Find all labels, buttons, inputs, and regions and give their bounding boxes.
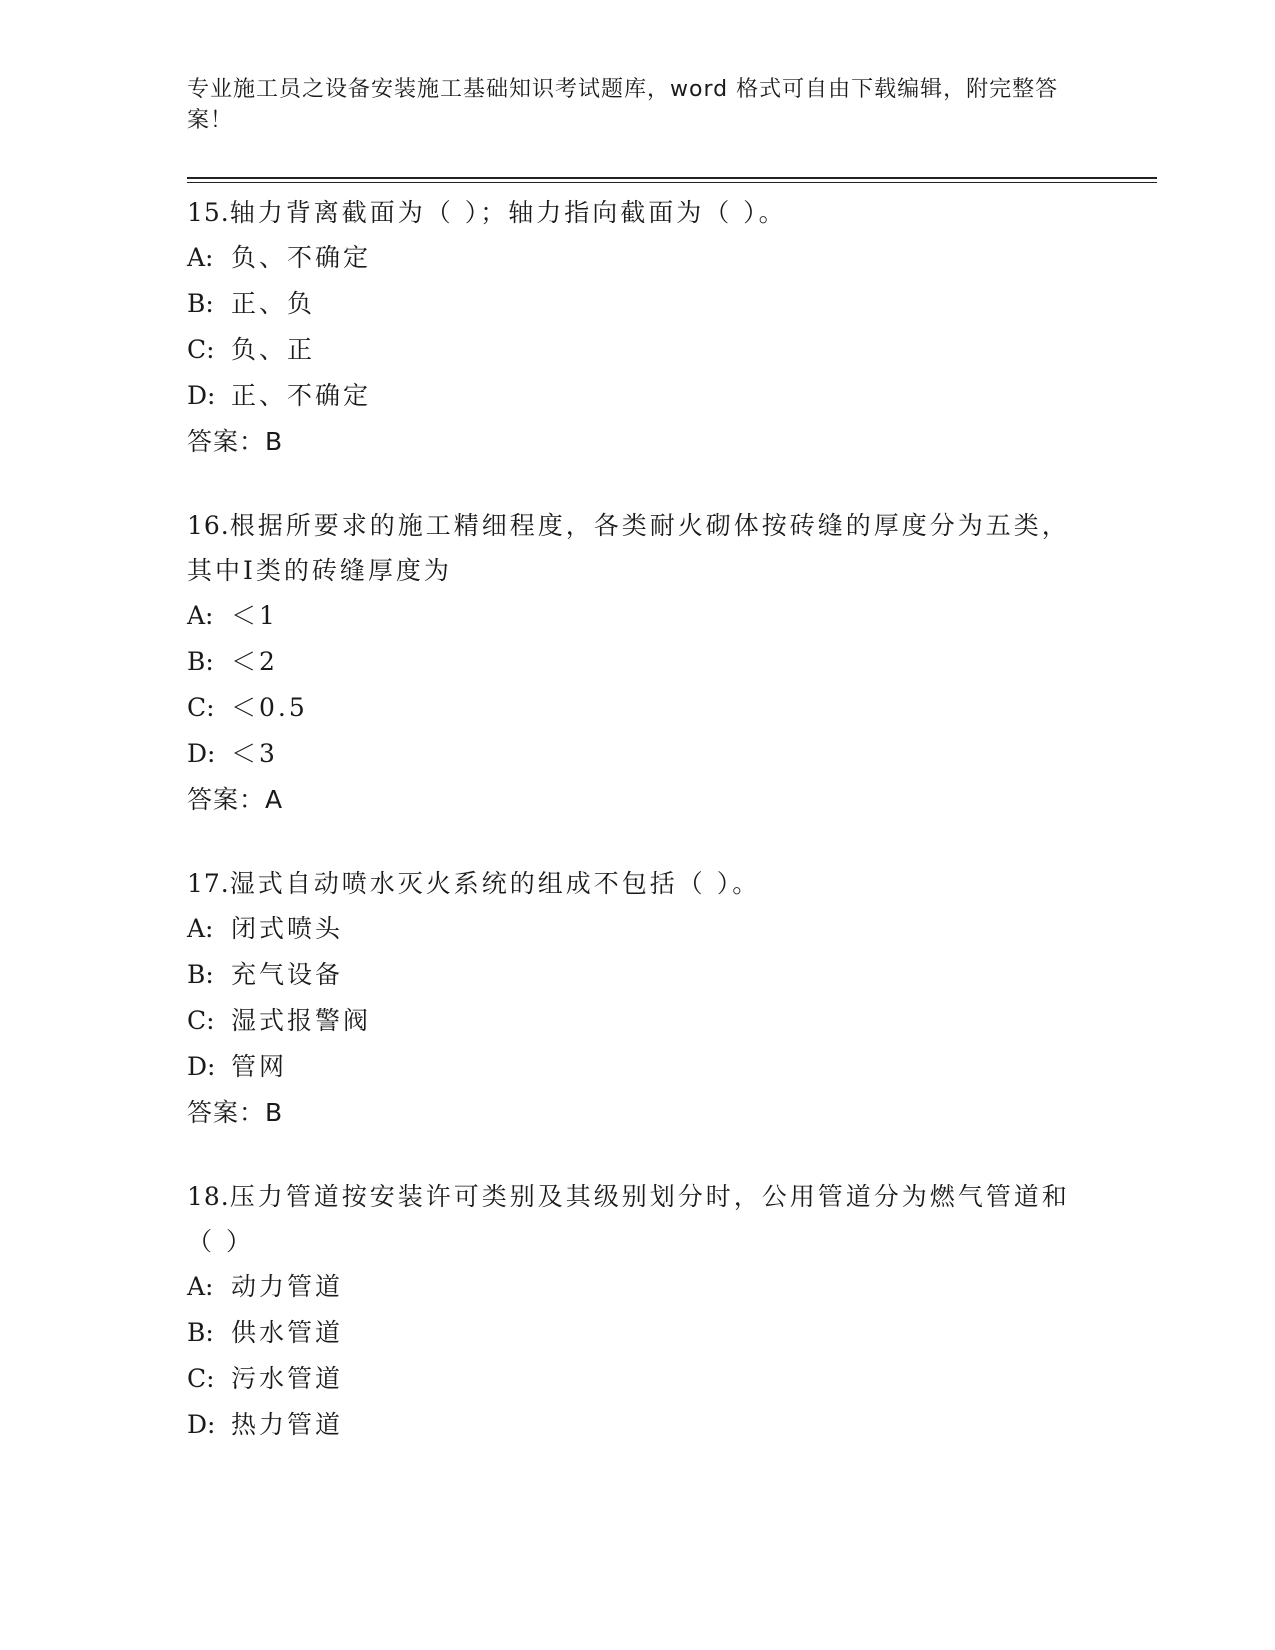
answer-value: B [265, 1098, 284, 1127]
option-letter: C: [187, 335, 215, 364]
option-letter: A: [187, 1272, 214, 1301]
option-letter: C: [187, 693, 215, 722]
question-stem [187, 1174, 1087, 1264]
option-letter: D: [187, 1410, 216, 1439]
question-number: 15. [187, 198, 230, 227]
option-d [187, 1044, 1087, 1090]
question-18 [187, 1174, 1087, 1448]
option-b [187, 639, 1087, 685]
option-text: 正、负 [231, 289, 316, 318]
answer-line [187, 1090, 1087, 1136]
question-text: 湿式自动喷水灭火系统的组成不包括（ ）。 [229, 869, 761, 898]
answer-value: A [265, 785, 284, 814]
option-a [187, 235, 1087, 281]
option-letter: C: [187, 1364, 215, 1393]
answer-label: 答案： [187, 785, 266, 814]
option-text: 动力管道 [231, 1272, 344, 1301]
answer-line [187, 777, 1087, 823]
answer-value: B [265, 427, 284, 456]
header-divider [187, 177, 1157, 183]
question-text: 根据所要求的施工精细程度，各类耐火砌体按砖缝的厚度分为五类，其中Ⅰ类的砖缝厚度为 [187, 511, 1070, 585]
option-letter: A: [187, 914, 214, 943]
option-letter: B: [187, 647, 214, 676]
option-d [187, 731, 1087, 777]
option-letter: A: [187, 243, 214, 272]
option-b [187, 1310, 1087, 1356]
question-stem [187, 503, 1087, 593]
question-list [187, 190, 1087, 1486]
document-header: 专业施工员之设备安装施工基础知识考试题库，word 格式可自由下载编辑，附完整答案！ [187, 77, 1059, 133]
option-d [187, 1402, 1087, 1448]
answer-label: 答案： [187, 427, 266, 456]
answer-line [187, 419, 1087, 465]
option-text: ＜1 [231, 601, 278, 630]
option-letter: B: [187, 289, 214, 318]
option-c [187, 998, 1087, 1044]
question-15 [187, 190, 1087, 465]
question-16 [187, 503, 1087, 823]
option-letter: B: [187, 1318, 214, 1347]
option-text: 供水管道 [231, 1318, 344, 1347]
question-stem [187, 190, 1087, 235]
option-c [187, 327, 1087, 373]
option-text: 正、不确定 [231, 381, 372, 410]
option-letter: D: [187, 381, 216, 410]
option-letter: B: [187, 960, 214, 989]
option-text: 管网 [231, 1052, 288, 1081]
option-text: ＜3 [231, 739, 278, 768]
question-17 [187, 861, 1087, 1136]
option-text: ＜0.5 [231, 693, 308, 722]
option-b [187, 281, 1087, 327]
option-a [187, 593, 1087, 639]
question-text: 轴力背离截面为（ ）；轴力指向截面为（ ）。 [229, 198, 787, 227]
option-text: 污水管道 [231, 1364, 344, 1393]
option-text: 负、不确定 [231, 243, 372, 272]
option-text: 负、正 [231, 335, 316, 364]
option-text: 充气设备 [231, 960, 344, 989]
option-d [187, 373, 1087, 419]
option-c [187, 1356, 1087, 1402]
question-number: 18. [187, 1182, 230, 1211]
option-text: 热力管道 [231, 1410, 344, 1439]
option-letter: D: [187, 739, 216, 768]
option-a [187, 1264, 1087, 1310]
option-b [187, 952, 1087, 998]
option-letter: D: [187, 1052, 216, 1081]
option-text: 湿式报警阀 [231, 1006, 372, 1035]
question-stem [187, 861, 1087, 906]
question-number: 16. [187, 511, 230, 540]
option-letter: C: [187, 1006, 215, 1035]
question-text: 压力管道按安装许可类别及其级别划分时，公用管道分为燃气管道和（ ） [187, 1182, 1070, 1256]
option-text: 闭式喷头 [231, 914, 344, 943]
question-number: 17. [187, 869, 230, 898]
option-letter: A: [187, 601, 214, 630]
option-a [187, 906, 1087, 952]
option-c [187, 685, 1087, 731]
answer-label: 答案： [187, 1098, 266, 1127]
option-text: ＜2 [231, 647, 278, 676]
